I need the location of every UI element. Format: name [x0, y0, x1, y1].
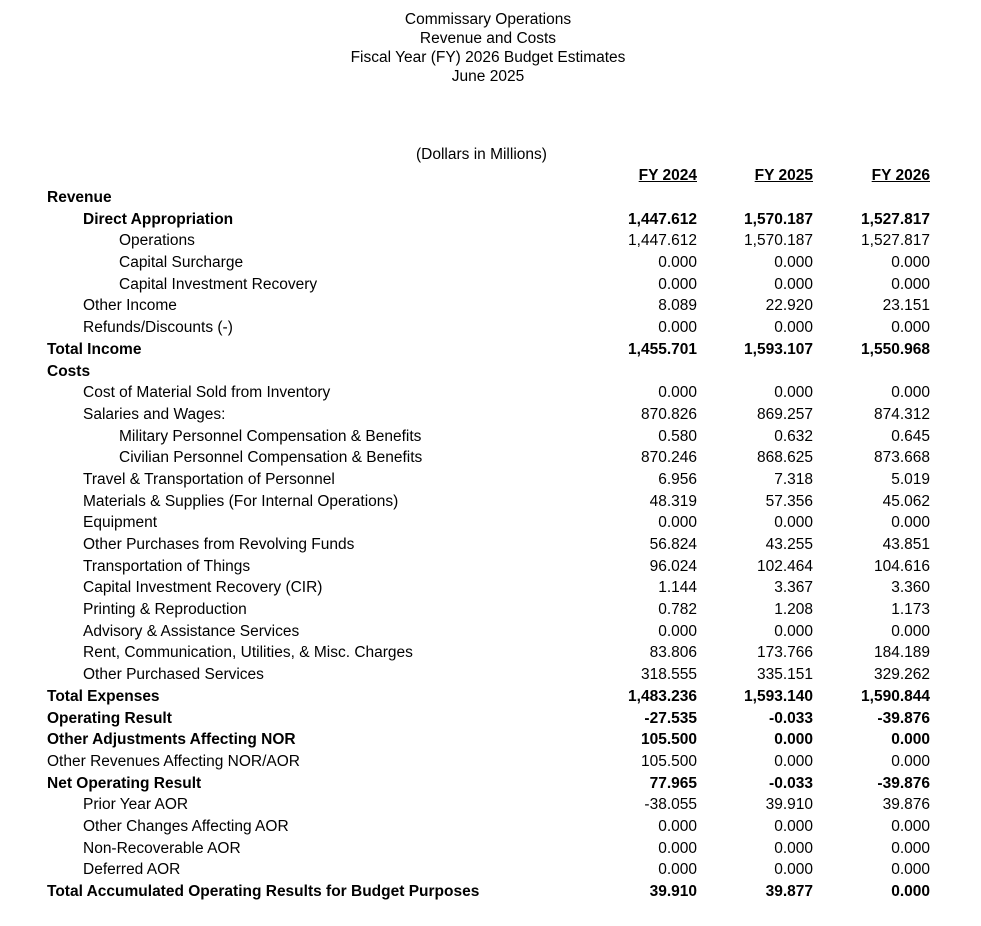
cell-fy2024: 56.824 — [649, 536, 697, 553]
report-fiscal-year-line: Fiscal Year (FY) 2026 Budget Estimates — [350, 49, 626, 66]
table-row — [0, 252, 981, 274]
column-header-fy2025: FY 2025 — [754, 167, 813, 184]
table-row — [0, 577, 981, 599]
cell-fy2024: 318.555 — [640, 666, 697, 684]
table-row — [0, 708, 981, 730]
table-row — [0, 599, 981, 621]
table-row — [0, 664, 981, 686]
table-row — [0, 469, 981, 491]
cell-fy2025: 1,593.107 — [744, 340, 813, 358]
row-label: Printing & Reproduction — [83, 601, 247, 619]
cell-fy2024: 870.246 — [640, 449, 697, 467]
cell-fy2025: 0.000 — [774, 275, 813, 293]
table-row — [0, 404, 981, 426]
cell-fy2026: -39.876 — [877, 709, 930, 727]
table-row — [0, 838, 981, 860]
cell-fy2025: 335.151 — [756, 666, 813, 684]
cell-fy2024: 1,447.612 — [628, 210, 697, 228]
row-label: Other Changes Affecting AOR — [83, 817, 289, 835]
cell-fy2025: 0.000 — [774, 514, 813, 532]
cell-fy2024: 77.965 — [649, 774, 697, 792]
report-subtitle-line: Revenue and Costs — [419, 30, 557, 47]
cell-fy2026: 0.000 — [891, 752, 930, 770]
cell-fy2025: 0.000 — [774, 731, 813, 749]
table-row — [0, 230, 981, 252]
row-label: Net Operating Result — [47, 774, 202, 792]
cell-fy2024: 83.806 — [649, 644, 697, 662]
cell-fy2026: 874.312 — [873, 405, 930, 423]
cell-fy2025: 868.625 — [756, 449, 813, 467]
table-row — [0, 773, 981, 795]
table-row — [0, 621, 981, 643]
cell-fy2026: 0.000 — [891, 817, 930, 835]
cell-fy2025: 39.877 — [765, 883, 813, 900]
table-row — [0, 274, 981, 296]
table-row — [0, 816, 981, 838]
cell-fy2026: 0.000 — [891, 384, 930, 402]
cell-fy2024: 0.000 — [658, 839, 697, 857]
table-row — [0, 382, 981, 404]
cell-fy2026: 1.173 — [891, 601, 930, 619]
table-row — [0, 751, 981, 773]
row-label: Advisory & Assistance Services — [83, 622, 300, 640]
cell-fy2024: 1,455.701 — [628, 340, 697, 358]
cell-fy2026: 0.645 — [891, 427, 930, 445]
cell-fy2026: 1,527.817 — [861, 232, 930, 250]
cell-fy2025: 0.000 — [774, 254, 813, 272]
cell-fy2025: 102.464 — [756, 557, 813, 575]
row-label: Other Purchased Services — [83, 666, 264, 684]
row-label: Other Income — [83, 297, 177, 315]
cell-fy2026: 329.262 — [873, 666, 930, 684]
column-header-fy2026: FY 2026 — [871, 167, 930, 184]
row-label: Total Income — [47, 340, 142, 358]
row-label: Total Expenses — [47, 687, 160, 705]
cell-fy2026: 1,550.968 — [861, 340, 930, 358]
row-label: Revenue — [47, 189, 112, 206]
row-label: Deferred AOR — [83, 861, 181, 879]
row-label: Capital Surcharge — [119, 254, 244, 272]
cell-fy2024: 0.000 — [658, 384, 697, 402]
cell-fy2024: 0.000 — [658, 861, 697, 879]
column-header-fy2024: FY 2024 — [638, 167, 697, 184]
cell-fy2024: 105.500 — [640, 752, 697, 770]
row-label: Operating Result — [47, 709, 172, 727]
cell-fy2025: 1,570.187 — [744, 232, 813, 250]
table-row — [0, 556, 981, 578]
row-label: Other Adjustments Affecting NOR — [47, 731, 296, 749]
cell-fy2025: 173.766 — [756, 644, 813, 662]
cell-fy2024: 0.000 — [658, 514, 697, 532]
row-label: Civilian Personnel Compensation & Benefits — [119, 449, 423, 467]
cell-fy2024: 8.089 — [658, 297, 697, 315]
table-row — [0, 534, 981, 556]
cell-fy2025: 3.367 — [774, 579, 813, 597]
budget-table — [0, 187, 981, 903]
table-row — [0, 729, 981, 751]
cell-fy2025: 0.000 — [774, 752, 813, 770]
row-label: Transportation of Things — [83, 557, 251, 575]
cell-fy2024: 1,447.612 — [628, 232, 697, 250]
table-row — [0, 447, 981, 469]
cell-fy2025: 1,593.140 — [744, 687, 813, 705]
cell-fy2026: 43.851 — [882, 536, 930, 553]
cell-fy2024: -27.535 — [644, 709, 697, 727]
cell-fy2025: 0.000 — [774, 817, 813, 835]
cell-fy2025: 57.356 — [765, 492, 813, 510]
row-label: Prior Year AOR — [83, 796, 189, 814]
table-row — [0, 317, 981, 339]
cell-fy2024: -38.055 — [644, 796, 697, 814]
cell-fy2024: 0.000 — [658, 254, 697, 272]
row-label: Costs — [47, 362, 91, 380]
cell-fy2024: 105.500 — [640, 731, 697, 749]
cell-fy2024: 0.580 — [658, 427, 697, 445]
cell-fy2026: 1,527.817 — [861, 210, 930, 228]
cell-fy2024: 0.000 — [658, 275, 697, 293]
cell-fy2024: 96.024 — [649, 557, 697, 575]
table-row — [0, 361, 981, 383]
cell-fy2025: 869.257 — [756, 405, 813, 423]
row-label: Direct Appropriation — [83, 210, 234, 228]
cell-fy2026: 0.000 — [891, 319, 930, 337]
cell-fy2025: 1,570.187 — [744, 210, 813, 228]
cell-fy2025: 1.208 — [774, 601, 813, 619]
cell-fy2025: 43.255 — [765, 536, 813, 553]
report-title — [0, 10, 976, 86]
cell-fy2026: 0.000 — [891, 839, 930, 857]
row-label: Cost of Material Sold from Inventory — [83, 384, 331, 402]
cell-fy2025: -0.033 — [769, 774, 813, 792]
row-label: Salaries and Wages: — [83, 405, 226, 423]
units-label: (Dollars in Millions) — [416, 146, 547, 163]
cell-fy2024: 0.782 — [658, 601, 697, 619]
row-label: Materials & Supplies (For Internal Operations) — [83, 492, 399, 510]
table-row — [0, 512, 981, 534]
table-row — [0, 859, 981, 881]
table-row — [0, 209, 981, 231]
cell-fy2024: 1,483.236 — [628, 687, 697, 705]
cell-fy2024: 48.319 — [649, 492, 697, 510]
cell-fy2025: 0.632 — [774, 427, 813, 445]
cell-fy2026: 184.189 — [873, 644, 930, 662]
table-row — [0, 642, 981, 664]
row-label: Refunds/Discounts (-) — [83, 319, 233, 337]
cell-fy2026: 0.000 — [891, 275, 930, 293]
report-date-line: June 2025 — [451, 68, 525, 85]
cell-fy2025: -0.033 — [769, 709, 813, 727]
cell-fy2026: 0.000 — [891, 883, 930, 900]
cell-fy2026: 1,590.844 — [861, 687, 930, 705]
cell-fy2026: -39.876 — [877, 774, 930, 792]
cell-fy2026: 873.668 — [873, 449, 930, 467]
cell-fy2026: 0.000 — [891, 622, 930, 640]
cell-fy2024: 0.000 — [658, 817, 697, 835]
table-row — [0, 426, 981, 448]
table-row — [0, 881, 981, 903]
row-label: Equipment — [83, 514, 158, 532]
cell-fy2024: 0.000 — [658, 622, 697, 640]
cell-fy2026: 5.019 — [891, 470, 930, 488]
row-label: Other Purchases from Revolving Funds — [83, 536, 355, 553]
cell-fy2025: 39.910 — [765, 796, 813, 814]
cell-fy2026: 0.000 — [891, 731, 930, 749]
cell-fy2024: 39.910 — [649, 883, 697, 900]
cell-fy2025: 0.000 — [774, 319, 813, 337]
cell-fy2026: 3.360 — [891, 579, 930, 597]
row-label: Capital Investment Recovery (CIR) — [83, 579, 323, 597]
row-label: Operations — [119, 232, 195, 250]
cell-fy2026: 39.876 — [882, 796, 930, 814]
row-label: Military Personnel Compensation & Benefits — [119, 427, 422, 445]
cell-fy2025: 7.318 — [774, 470, 813, 488]
cell-fy2024: 6.956 — [658, 470, 697, 488]
row-label: Other Revenues Affecting NOR/AOR — [47, 752, 300, 770]
cell-fy2024: 1.144 — [658, 579, 697, 597]
table-row — [0, 491, 981, 513]
row-label: Total Accumulated Operating Results for Budget Purposes — [47, 883, 480, 900]
cell-fy2026: 104.616 — [873, 557, 930, 575]
cell-fy2024: 870.826 — [640, 405, 697, 423]
cell-fy2026: 0.000 — [891, 514, 930, 532]
row-label: Rent, Communication, Utilities, & Misc. Charges — [83, 644, 413, 662]
cell-fy2025: 0.000 — [774, 622, 813, 640]
cell-fy2025: 0.000 — [774, 839, 813, 857]
cell-fy2026: 0.000 — [891, 861, 930, 879]
report-title-line: Commissary Operations — [404, 11, 572, 28]
row-label: Travel & Transportation of Personnel — [83, 470, 335, 488]
cell-fy2025: 22.920 — [765, 297, 813, 315]
cell-fy2024: 0.000 — [658, 319, 697, 337]
cell-fy2025: 0.000 — [774, 861, 813, 879]
row-label: Non-Recoverable AOR — [83, 839, 241, 857]
cell-fy2026: 23.151 — [882, 297, 930, 315]
cell-fy2025: 0.000 — [774, 384, 813, 402]
table-row — [0, 187, 981, 209]
cell-fy2026: 0.000 — [891, 254, 930, 272]
row-label: Capital Investment Recovery — [119, 275, 318, 293]
table-row — [0, 339, 981, 361]
table-row — [0, 686, 981, 708]
table-row — [0, 794, 981, 816]
cell-fy2026: 45.062 — [882, 492, 930, 510]
table-row — [0, 295, 981, 317]
